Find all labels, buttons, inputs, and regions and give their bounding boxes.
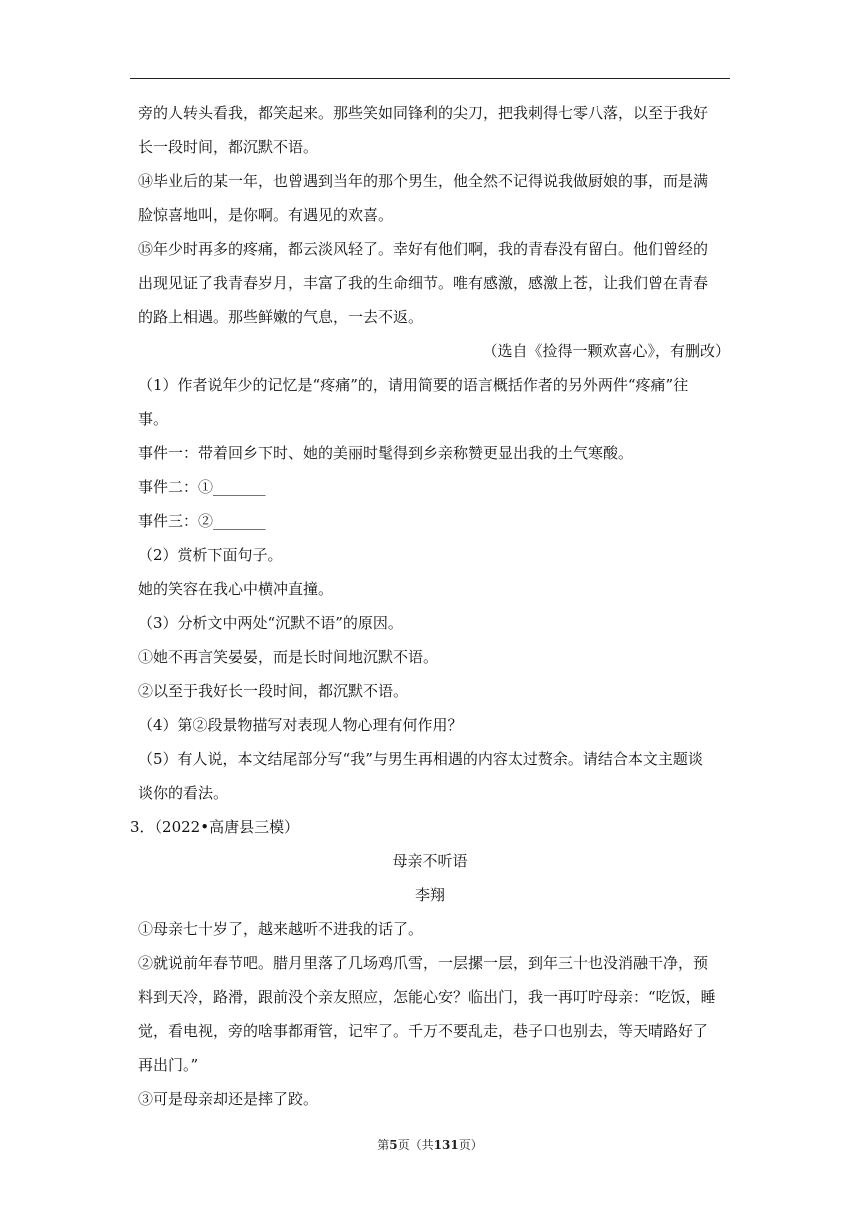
text-line: （5）有人说，本文结尾部分写“我”与男生再相遇的内容太过赘余。请结合本文主题谈 [138, 750, 703, 768]
text-line: 出现见证了我青春岁月，丰富了我的生命细节。唯有感激，感激上苍，让我们曾在青春 [138, 274, 709, 292]
text-line: ⑮年少时再多的疼痛，都云淡风轻了。幸好有他们啊，我的青春没有留白。他们曾经的 [138, 240, 709, 258]
text-line: ⑭毕业后的某一年，也曾遇到当年的那个男生，他全然不记得说我做厨娘的事，而是满 [138, 172, 709, 190]
text-line: ①母亲七十岁了，越来越听不进我的话了。 [138, 920, 424, 938]
text-line: 事。 [138, 410, 169, 428]
page-footer [0, 1136, 860, 1153]
text-line: 李翔 [414, 886, 445, 904]
text-line: ③可是母亲却还是摔了跤。 [138, 1090, 319, 1108]
footer-middle: 页（共 [397, 1138, 434, 1152]
text-line: 长一段时间，都沉默不语。 [138, 138, 319, 156]
header-rule [130, 78, 730, 79]
document-body [130, 96, 730, 1116]
text-line: ②以至于我好长一段时间，都沉默不语。 [138, 682, 409, 700]
text-line: （3）分析文中两处“沉默不语”的原因。 [138, 614, 403, 632]
text-line: 的路上相遇。那些鲜嫩的气息，一去不返。 [138, 308, 424, 326]
footer-page-number: 5 [389, 1138, 398, 1152]
text-line: 事件一：带着回乡下时、她的美丽时髦得到乡亲称赞更显出我的土气寒酸。 [138, 444, 634, 462]
text-line: 3．（2022•高唐县三模） [130, 818, 300, 836]
text-line: 脸惊喜地叫，是你啊。有遇见的欢喜。 [138, 206, 394, 224]
text-line: 料到天冷，路滑，跟前没个亲友照应，怎能心安？临出门，我一再叮咛母亲：“吃饭，睡 [138, 988, 716, 1006]
text-line: 旁的人转头看我，都笑起来。那些笑如同锋利的尖刀，把我刺得七零八落，以至于我好 [138, 104, 709, 122]
text-line: （4）第②段景物描写对表现人物心理有何作用？ [138, 716, 463, 734]
text-line: （选自《捡得一颗欢喜心》，有删改） [482, 342, 730, 360]
text-line: （2）赏析下面句子。 [138, 546, 283, 564]
text-line: 事件三：②_______ [138, 512, 266, 530]
text-line: 她的笑容在我心中横冲直撞。 [138, 580, 334, 598]
footer-prefix: 第 [377, 1138, 390, 1152]
text-line: ②就说前年春节吧。腊月里落了几场鸡爪雪，一层摞一层，到年三十也没消融干净，预 [138, 954, 709, 972]
text-line: 谈你的看法。 [138, 784, 229, 802]
text-line: （1）作者说年少的记忆是“疼痛”的，请用简要的语言概括作者的另外两件“疼痛”往 [138, 376, 689, 394]
text-line: 再出门。” [138, 1056, 199, 1074]
footer-total-pages: 131 [433, 1138, 459, 1152]
text-line: 事件二：①_______ [138, 478, 266, 496]
footer-suffix: 页） [458, 1138, 483, 1152]
text-line: ①她不再言笑晏晏，而是长时间地沉默不语。 [138, 648, 439, 666]
text-line: 母亲不听语 [392, 852, 468, 870]
text-line: 觉，看电视，旁的啥事都甭管，记牢了。千万不要乱走，巷子口也别去，等天晴路好了 [138, 1022, 709, 1040]
